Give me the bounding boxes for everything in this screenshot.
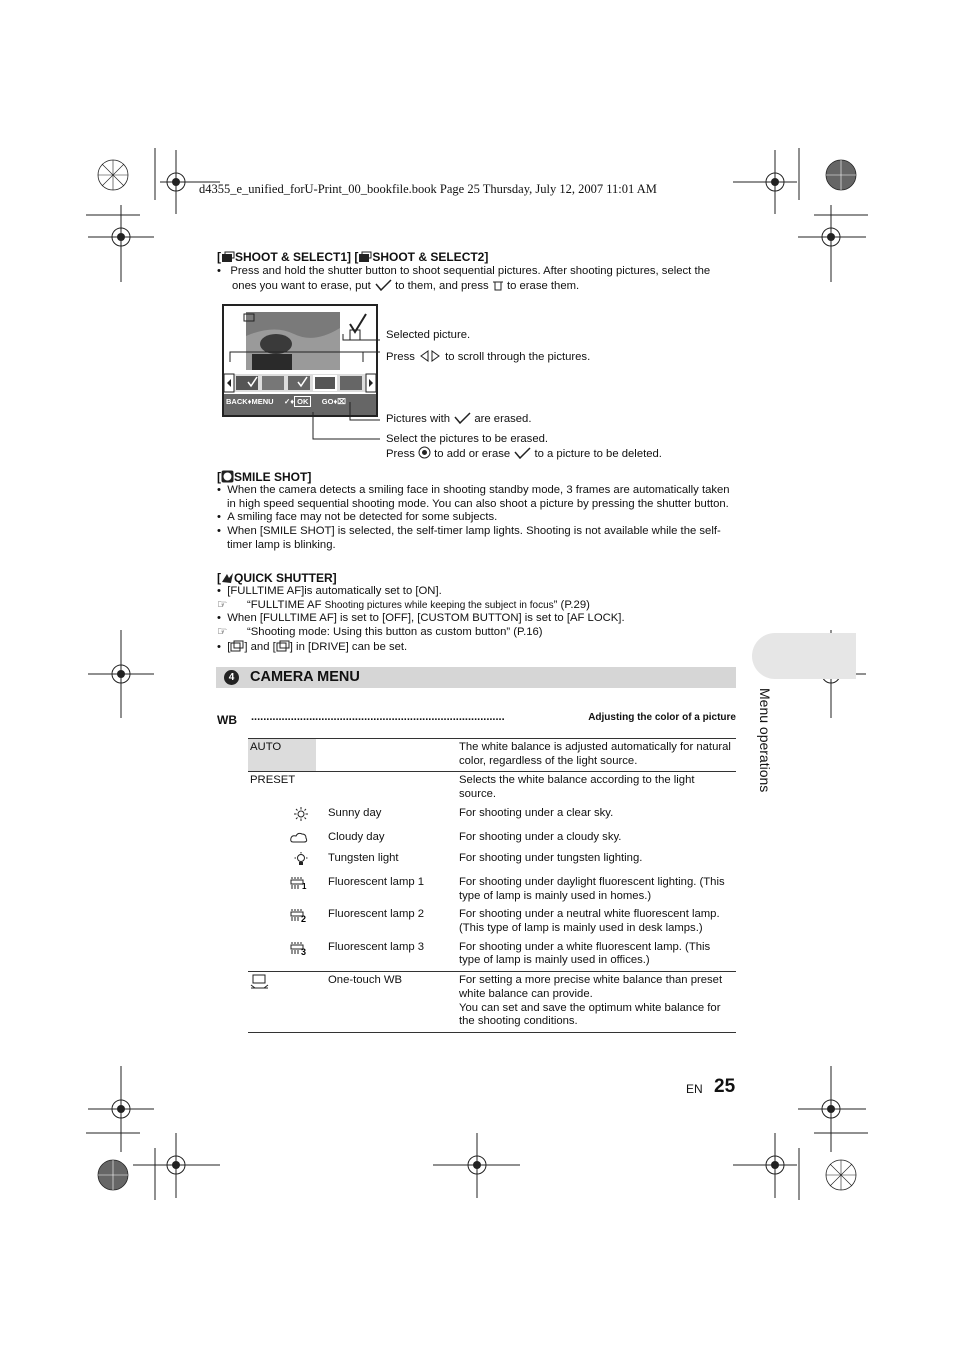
list-item: • [ ] and [ ] in [DRIVE] can be set. xyxy=(217,640,737,657)
list-item: • [FULLTIME AF]is automatically set to [ON]. xyxy=(217,585,442,597)
language-label: EN xyxy=(686,1082,703,1096)
table-row xyxy=(248,850,736,874)
table-row xyxy=(248,772,736,805)
wb-leader-dots: ................................................................................... xyxy=(251,711,505,723)
page-number: 25 xyxy=(714,1076,736,1097)
callout-select-pictures: Select the pictures to be erased. Press to add or erase to a picture to be deleted. xyxy=(386,432,662,463)
callout-selected-picture: Selected picture. xyxy=(386,329,471,341)
list-item: • A smiling face may not be detected for some subjects. xyxy=(217,511,498,524)
svg-text:1: 1 xyxy=(302,881,307,890)
wb-mode: PRESET xyxy=(248,772,316,805)
check-mark-icon xyxy=(513,447,531,463)
quick-shutter-body xyxy=(217,585,737,657)
cloud-icon xyxy=(290,834,308,846)
table-row xyxy=(248,805,736,829)
white-balance-table xyxy=(248,738,736,1033)
smile-bullets xyxy=(217,484,731,553)
wb-description-cell: For shooting under daylight fluorescent lighting. (This type of lamp is mainly used in homes.) xyxy=(459,875,725,902)
wb-option-name: Fluorescent lamp 2 xyxy=(328,908,425,921)
ok-box: OK xyxy=(294,396,311,407)
svg-text:2: 2 xyxy=(301,914,307,923)
callout-erased: Pictures with are erased. xyxy=(386,413,532,425)
shoot-select-heading: [ SHOOT & SELECT1] [ SHOOT & SELECT2] xyxy=(217,250,489,264)
left-right-arrows-icon xyxy=(418,350,442,365)
table-row xyxy=(248,829,736,851)
reference-line: ☞ “Shooting mode: Using this button as custom button” (P.16) xyxy=(217,626,543,639)
wb-description-cell: For shooting under a neutral white fluorescent lamp. (This type of lamp is mainly used in desk lamps.) xyxy=(459,908,720,935)
wb-option-name: Sunny day xyxy=(328,806,382,819)
high-speed-sequential-icon xyxy=(230,640,244,657)
wb-option-name: Fluorescent lamp 1 xyxy=(328,875,425,888)
wb-mode: AUTO xyxy=(248,739,316,772)
fluorescent-1-icon xyxy=(290,881,308,893)
chapter-tab-label: Menu operations xyxy=(757,688,773,793)
reference-icon: ☞ xyxy=(217,598,228,611)
section-number-badge: 4 xyxy=(224,670,239,685)
wb-option-name: Cloudy day xyxy=(328,830,385,843)
wb-label: WB xyxy=(217,713,237,727)
wb-description-cell: Selects the white balance according to the light source. xyxy=(457,772,736,805)
list-item: • When the camera detects a smiling face in shooting standby mode, 3 frames are automatically taken in high speed sequential shooting mode. You can also shoot a picture by pressing the shutter button. xyxy=(217,484,730,510)
list-item: • When [FULLTIME AF] is set to [OFF], [CUSTOM BUTTON] is set to [AF LOCK]. xyxy=(217,612,625,625)
table-row xyxy=(248,939,736,972)
reference-icon: ☞ xyxy=(217,626,228,639)
camera-menu-title: CAMERA MENU xyxy=(250,669,360,685)
table-row xyxy=(248,906,736,938)
table-row xyxy=(248,739,736,772)
high-speed-sequential-2-icon xyxy=(276,640,290,657)
wb-description-cell: For shooting under tungsten lighting. xyxy=(459,852,643,865)
wb-heading-line xyxy=(217,711,737,729)
check-mark-icon xyxy=(453,412,471,427)
fluorescent-3-icon xyxy=(290,946,308,958)
wb-option-name: One-touch WB xyxy=(316,972,457,1033)
smile-shot-heading: [ SMILE SHOT] xyxy=(217,470,312,484)
table-row xyxy=(248,972,736,1033)
wb-option-name: Fluorescent lamp 3 xyxy=(328,940,425,953)
reference-line: ☞ “FULLTIME AF Shooting pictures while keeping the subject in focus” (P.29) xyxy=(217,598,590,611)
list-item: • When [SMILE SHOT] is selected, the self-timer lamp lights. Shooting is not available while the self-timer lamp is blinking. xyxy=(217,525,721,551)
shoot-select-bullet: • Press and hold the shutter button to shoot sequential pictures. After shooting pictures, select the ones you want to erase, put to them, and press to erase them. xyxy=(217,265,737,295)
print-header: d4355_e_unified_forU-Print_00_bookfile.book Page 25 Thursday, July 12, 2007 11:01 AM xyxy=(199,182,657,196)
chapter-side-tab xyxy=(752,633,856,679)
fluorescent-2-icon xyxy=(290,913,308,925)
wb-description-cell: For shooting under a cloudy sky. xyxy=(459,830,622,843)
ok-button-icon xyxy=(418,446,431,463)
one-touch-wb-icon xyxy=(250,981,270,993)
wb-description-cell: The white balance is adjusted automatically for natural color, regardless of the light source. xyxy=(457,739,736,772)
screen-footer: BACK♦MENU ✓♦ OK GO♦⌧ xyxy=(226,397,346,406)
tungsten-icon xyxy=(294,857,308,869)
wb-description-cell: For setting a more precise white balance than preset white balance can provide. You can set and save the optimum white balance for the shooting conditions. xyxy=(457,972,736,1033)
screen-trash-icon: ⌧ xyxy=(337,397,346,406)
quick-shutter-heading: [ QUICK SHUTTER] xyxy=(217,571,337,585)
wb-description-cell: For shooting under a clear sky. xyxy=(459,806,614,819)
table-row xyxy=(248,874,736,906)
callout-scroll: Press to scroll through the pictures. xyxy=(386,351,591,363)
wb-description: Adjusting the color of a picture xyxy=(588,712,736,723)
svg-text:3: 3 xyxy=(301,946,307,955)
wb-option-name: Tungsten light xyxy=(328,852,399,865)
wb-description-cell: For shooting under a white fluorescent lamp. (This type of lamp is mainly used in offices.) xyxy=(459,940,711,967)
sun-icon xyxy=(294,812,308,824)
